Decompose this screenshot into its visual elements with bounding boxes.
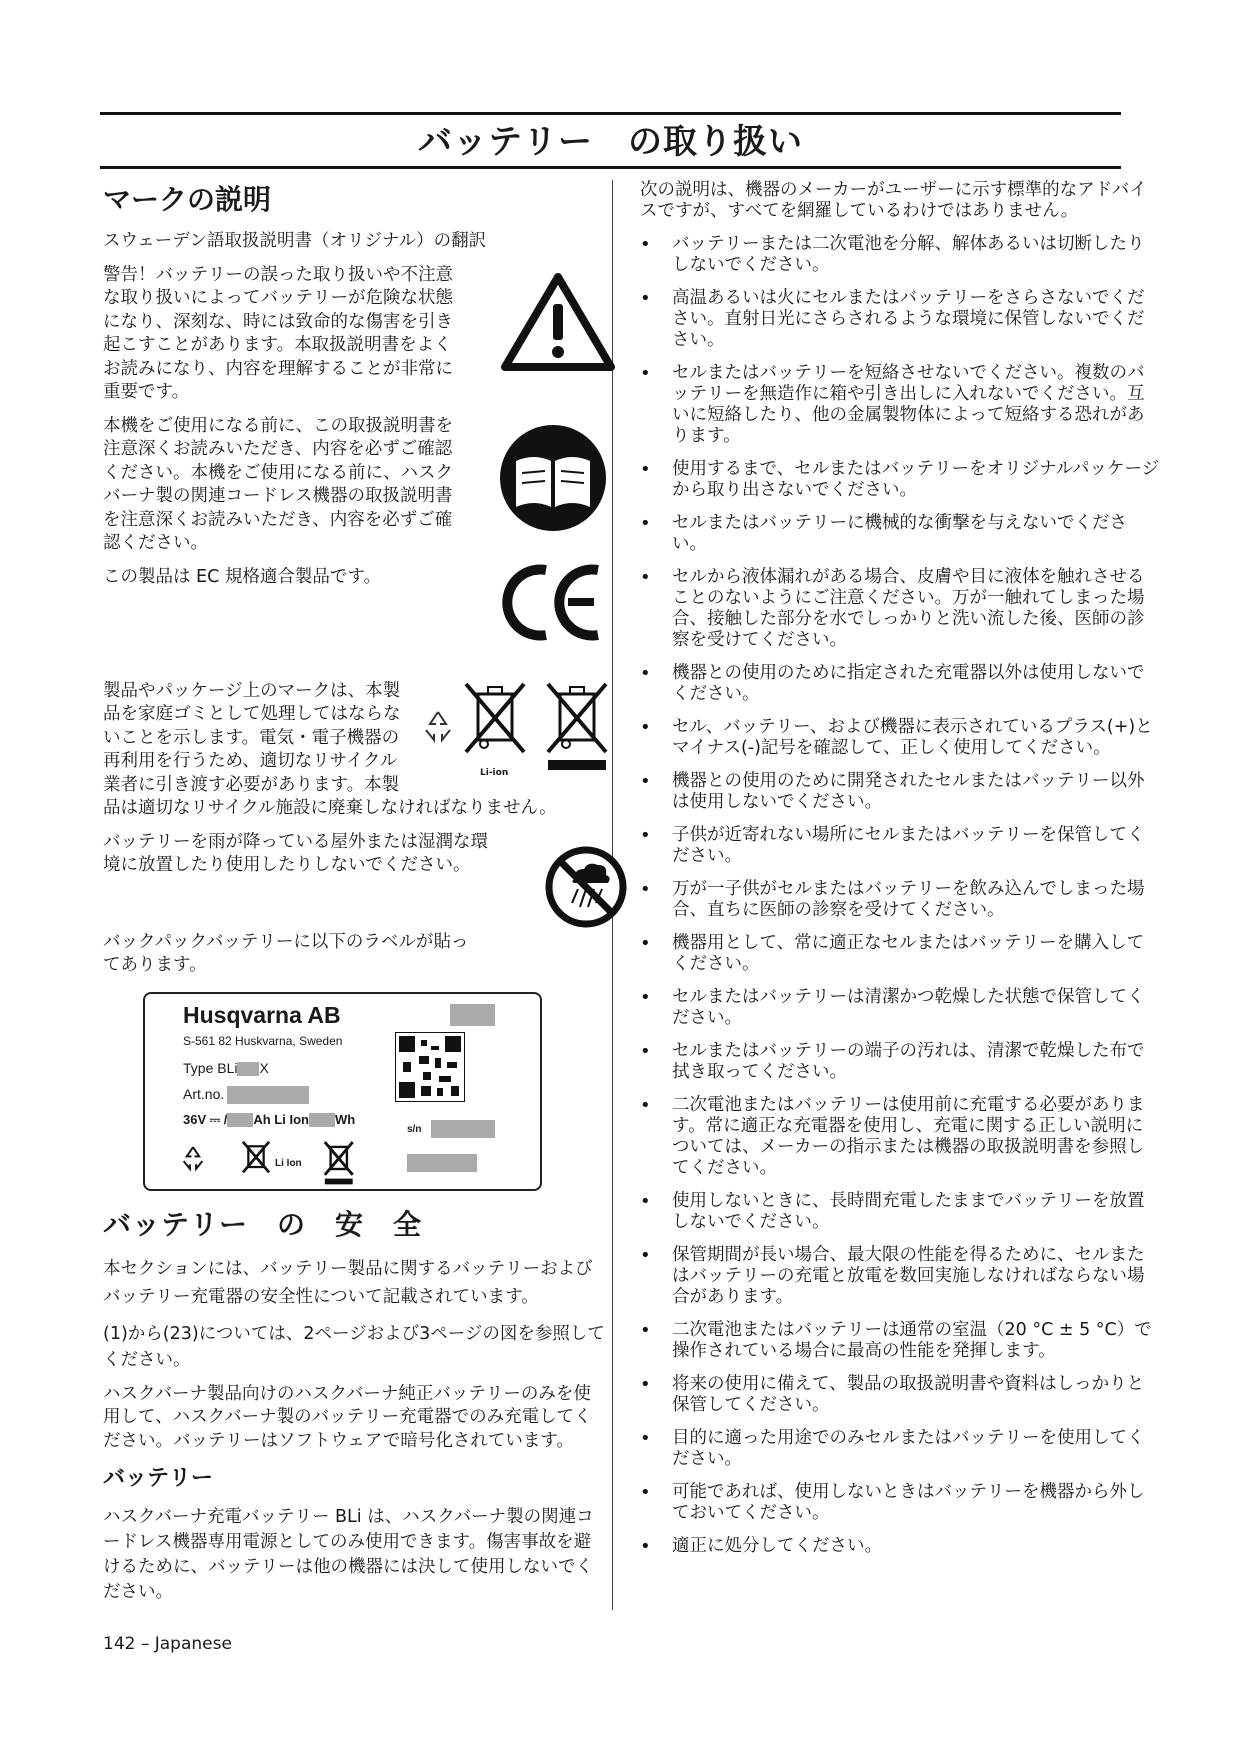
warning-text: 警告！バッテリーの誤った取り扱いや不注意な取り扱いによってバッテリーが危険な状態になり、深刻な、時には致命的な傷害を引き起こすことがあります。本取扱説明書をよくお読みになり、内容を理解することが非常に重要です。 xyxy=(103,264,453,402)
recycle-text-body: 製品やパッケージ上のマークは、本製品を家庭ゴミとして処理してはならないことを示します。電気・電子機器の再利用を行うため、適切なリサイクル業者に引き渡す必要があります。本製品は適切なリサイクル施設に廃棄しなければなりません。 xyxy=(103,680,557,818)
translation-note: スウェーデン語取扱説明書（オリジナル）の翻訳 xyxy=(103,231,487,251)
battery-heading: バッテリー xyxy=(103,1466,214,1491)
manual-text: 本機をご使用になる前に、この取扱説明書を注意深くお読みいただき、内容を必ずご確認ください。本機をご使用になる前に、ハスクバーナ製の関連コードレス機器の取扱説明書を注意深くお読みいただき、内容を必ずご確認ください。 xyxy=(103,415,453,553)
label-crossed-bin-icon xyxy=(239,1140,273,1176)
ce-block xyxy=(103,566,608,656)
list-item: • 機器との使用のために開発されたセルまたはバッテリー以外は使用しないでください。 xyxy=(640,771,1160,813)
label-brand: Husqvarna AB xyxy=(183,1001,341,1028)
symbols-heading: マークの説明 xyxy=(103,183,272,216)
list-item: • セルから液体漏れがある場合、皮膚や目に液体を触れさせることのないようにご注意ください。万が一触れてしまった場合、接触した部分を水でしっかりと洗い流した後、医師の診察を受けてください。 xyxy=(640,567,1160,651)
battery-text: ハスクバーナ充電バッテリー BLi は、ハスクバーナ製の関連コードレス機器専用電源としてのみ使用できます。傷害事故を避けるために、バッテリーは他の機器には決して使用しないでください。 xyxy=(103,1507,594,1602)
label-redaction xyxy=(431,1120,495,1138)
list-item: • 高温あるいは火にセルまたはバッテリーをさらさないでください。直射日光にさらされるような環境に保管しないでください。 xyxy=(640,288,1160,351)
label-recycle-icon xyxy=(179,1144,207,1172)
safety-paragraph-3: ハスクバーナ製品向けのハスクバーナ純正バッテリーのみを使用して、ハスクバーナ製のバッテリー充電器でのみ充電してください。バッテリーはソフトウェアで暗号化されています。 xyxy=(103,1383,592,1451)
label-li-ion: Li Ion xyxy=(275,1157,302,1169)
crossed-bin-icon xyxy=(460,680,530,760)
title-underline xyxy=(100,166,1121,169)
label-redaction xyxy=(237,1062,259,1076)
list-item: • 適正に処分してください。 xyxy=(640,1536,1160,1557)
label-redaction xyxy=(227,1113,253,1127)
list-item: • 使用するまで、セルまたはバッテリーをオリジナルパッケージから取り出さないでください。 xyxy=(640,459,1160,501)
list-item: • セルまたはバッテリーを短絡させないでください。複数のバッテリーを無造作に箱や引き出しに入れないでください。互いに短絡したり、他の金属製物体によって短絡する恐れがあります。 xyxy=(640,363,1160,447)
list-item: • セルまたはバッテリーの端子の汚れは、清潔で乾燥した布で拭き取ってください。 xyxy=(640,1041,1160,1083)
advice-intro: 次の説明は、機器のメーカーがユーザーに示す標準的なアドバイスですが、すべてを網羅しているわけではありません。 xyxy=(640,180,1147,221)
qr-code-icon xyxy=(395,1032,465,1107)
list-item: • 将来の使用に備えて、製品の取扱説明書や資料はしっかりと保管してください。 xyxy=(640,1374,1160,1416)
list-item: • セルまたはバッテリーは清潔かつ乾燥した状態で保管してください。 xyxy=(640,987,1160,1029)
list-item: • 万が一子供がセルまたはバッテリーを飲み込んでしまった場合、直ちに医師の診察を受けてください。 xyxy=(640,879,1160,921)
recycle-text xyxy=(103,680,608,821)
label-type-line xyxy=(183,1060,269,1076)
advice-list xyxy=(640,234,1160,1557)
list-item: • 可能であれば、使用しないときはバッテリーを機器から外しておいてください。 xyxy=(640,1482,1160,1524)
read-manual-icon xyxy=(498,423,608,537)
page-number: 142 – Japanese xyxy=(103,1634,232,1654)
label-type-prefix: Type BLi xyxy=(183,1059,238,1076)
list-item: • 二次電池またはバッテリーは通常の室温（20 °C ± 5 °C）で操作されている場合に最高の性能を発揮します。 xyxy=(640,1320,1160,1362)
left-column xyxy=(103,180,608,1615)
rain-block xyxy=(103,831,608,931)
label-rating-line: 36V ⎓ / Ah Li Ion Wh xyxy=(183,1111,356,1127)
no-rain-icon xyxy=(544,845,628,933)
page-title: バッテリー の取り扱い xyxy=(418,122,803,162)
safety-heading: バッテリー の 安 全 xyxy=(103,1207,423,1241)
label-wh: Wh xyxy=(334,1111,356,1127)
list-item: • 使用しないときに、長時間充電したままでバッテリーを放置しないでください。 xyxy=(640,1191,1160,1233)
warning-triangle-icon xyxy=(501,272,616,376)
ce-mark-icon xyxy=(498,560,608,649)
label-type-suffix: X xyxy=(259,1059,269,1076)
recycle-icons xyxy=(420,680,620,792)
list-item: • 機器との使用のために指定された充電器以外は使用しないでください。 xyxy=(640,663,1160,705)
right-column xyxy=(640,180,1160,1569)
label-redaction xyxy=(309,1113,335,1127)
label-redaction xyxy=(407,1154,477,1172)
label-redaction xyxy=(450,1004,495,1026)
list-item: • セルまたはバッテリーに機械的な衝撃を与えないでください。 xyxy=(640,513,1160,555)
label-sn: s/n xyxy=(407,1123,422,1135)
list-item: • 二次電池またはバッテリーは使用前に充電する必要があります。常に適正な充電器を使用し、充電に関する正しい説明については、メーカーの指示または機器の取扱説明書を参照してください。 xyxy=(640,1095,1160,1179)
list-item: • セル、バッテリー、および機器に表示されているプラス(+)とマイナス(-)記号を確認して、正しく使用してください。 xyxy=(640,717,1160,759)
label-artno: Art.no. xyxy=(183,1085,225,1102)
ce-text: この製品は EC 規格適合製品です。 xyxy=(103,566,382,587)
recycle-block xyxy=(103,680,608,821)
label-redaction xyxy=(227,1086,309,1104)
warning-block xyxy=(103,264,608,405)
safety-paragraph-1: 本セクションには、バッテリー製品に関するバッテリーおよびバッテリー充電器の安全性について記載されています。 xyxy=(103,1258,593,1307)
safety-paragraph-2: (1)から(23)については、2ページおよび3ページの図を参照してください。 xyxy=(103,1323,605,1370)
manual-block xyxy=(103,415,608,556)
list-item: • 目的に適った用途でのみセルまたはバッテリーを使用してください。 xyxy=(640,1428,1160,1470)
top-rule xyxy=(100,112,1121,115)
list-item: • 子供が近寄れない場所にセルまたはバッテリーを保管してください。 xyxy=(640,825,1160,867)
label-ah: Ah Li Ion xyxy=(253,1111,309,1127)
crossed-bin-bar-icon xyxy=(540,680,615,775)
list-item: • 機器用として、常に適正なセルまたはバッテリーを購入してください。 xyxy=(640,933,1160,975)
label-volt-prefix: 36V xyxy=(183,1111,207,1127)
label-text: バックパックバッテリーに以下のラベルが貼ってあります。 xyxy=(103,931,469,975)
battery-label xyxy=(143,992,542,1191)
list-item: • バッテリーまたは二次電池を分解、解体あるいは切断したりしないでください。 xyxy=(640,234,1160,276)
label-crossed-bin-bar-icon xyxy=(321,1140,357,1186)
recycle-icon xyxy=(420,708,456,744)
list-item: • 保管期間が長い場合、最大限の性能を得るために、セルまたはバッテリーの充電と放電を数回実施しなければならない場合があります。 xyxy=(640,1245,1160,1308)
recycle-liion-label: Li-ion xyxy=(480,767,509,778)
label-address: S-561 82 Huskvarna, Sweden xyxy=(183,1033,343,1048)
label-artno-line xyxy=(183,1086,224,1102)
rain-text: バッテリーを雨が降っている屋外または湿潤な環境に放置したり使用したりしないでください。 xyxy=(103,831,488,875)
